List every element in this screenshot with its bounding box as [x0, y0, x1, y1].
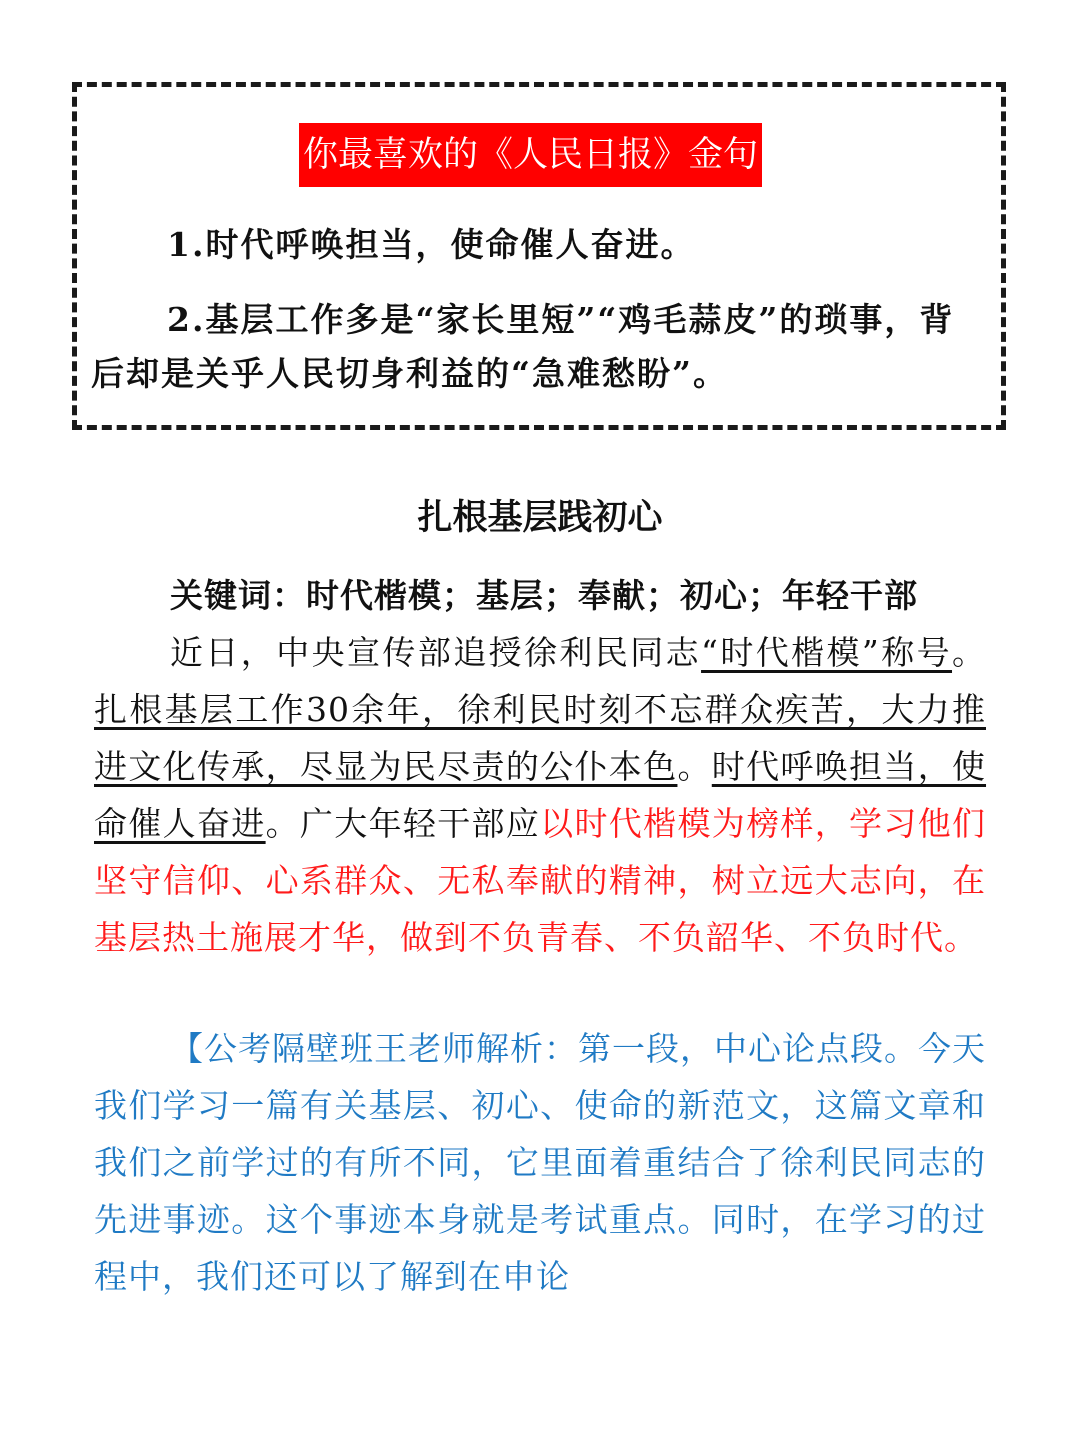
article-title: 扎根基层践初心	[417, 497, 663, 538]
body-text-2: 。	[952, 633, 987, 672]
golden-quotes-box	[72, 82, 1006, 430]
quote-item-1: 1.时代呼唤担当，使命催人奋进。	[167, 225, 696, 264]
body-paragraph	[94, 624, 986, 966]
red-highlight-text: 以时代楷模为榜样，学习他们坚守信仰、心系群众、无私奉献的精神，树立远大志向，在基层热土施展才华，做到不负青春、不负韶华、不负时代。	[94, 804, 987, 957]
body-text-4: 。广大年轻干部应	[265, 804, 541, 843]
quote-item-2: 2.基层工作多是“家长里短”“鸡毛蒜皮”的琐事，背后却是关乎人民切身利益的“急难愁盼”。	[91, 300, 955, 393]
underlined-deeds: 扎根基层工作30余年，徐利民时刻不忘群众疾苦，大力推进文化传承，尽显为民尽责的公仆本色	[94, 690, 986, 786]
underlined-title-honor: “时代楷模”称号	[701, 633, 953, 672]
underlined-slogan: 时代呼唤担当，使命催人奋进	[94, 747, 987, 843]
body-text-3: 。	[677, 747, 712, 786]
keywords-line: 关键词：时代楷模；基层；奉献；初心；年轻干部	[170, 576, 918, 615]
body-text-1: 近日，中央宣传部追授徐利民同志	[170, 633, 702, 672]
quote-box-title: 你最喜欢的《人民日报》金句	[299, 123, 762, 187]
teacher-analysis: 【公考隔壁班王老师解析：第一段，中心论点段。今天我们学习一篇有关基层、初心、使命的新范文，这篇文章和我们之前学过的有所不同，它里面着重结合了徐利民同志的先进事迹。这个事迹本身就是考试重点。同时，在学习的过程中，我们还可以了解到在申论	[94, 1029, 986, 1296]
